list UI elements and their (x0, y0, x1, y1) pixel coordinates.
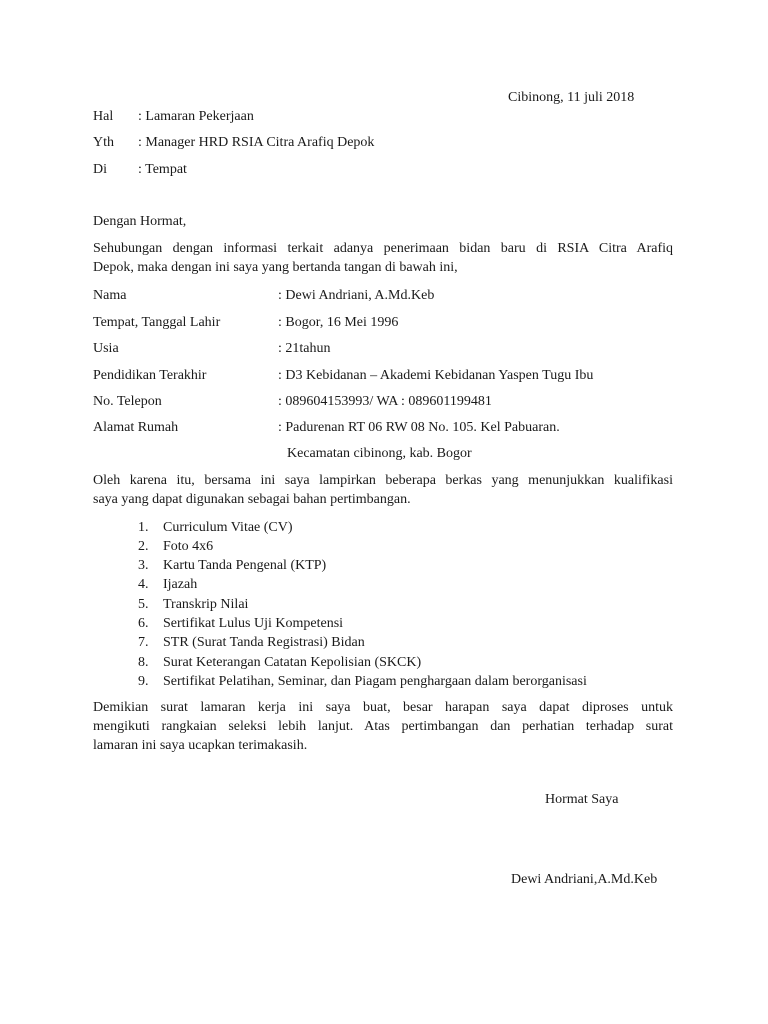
attach-line: Oleh karena itu, bersama ini saya lampirkan beberapa berkas yang menunjukkan kualifikasi (93, 473, 673, 488)
list-item-number: 6. (138, 616, 149, 631)
field-key-pendidikan: Pendidikan Terakhir (93, 368, 207, 383)
field-value-nama: : Dewi Andriani, A.Md.Keb (278, 288, 435, 303)
list-item: Surat Keterangan Catatan Kepolisian (SKCK) (163, 655, 422, 670)
place-date: Cibinong, 11 juli 2018 (508, 90, 635, 105)
list-item-number: 2. (138, 539, 149, 554)
field-value-alamat: : Padurenan RT 06 RW 08 No. 105. Kel Pabuaran. (278, 420, 560, 435)
field-key-ttl: Tempat, Tanggal Lahir (93, 315, 221, 330)
closing-line: lamaran ini saya ucapkan terimakasih. (93, 738, 308, 753)
list-item-number: 5. (138, 597, 149, 612)
list-item: Ijazah (163, 577, 198, 592)
field-value-usia: : 21tahun (278, 341, 331, 356)
signature-name: Dewi Andriani,A.Md.Keb (511, 872, 658, 887)
list-item: Transkrip Nilai (163, 597, 249, 612)
list-item-number: 9. (138, 674, 149, 689)
field-value-pendidikan: : D3 Kebidanan – Akademi Kebidanan Yaspen Tugu Ibu (278, 368, 594, 383)
header-key-yth: Yth (93, 135, 114, 150)
field-value-telepon: : 089604153993/ WA : 089601199481 (278, 394, 492, 409)
closing-line: Demikian surat lamaran kerja ini saya buat, besar harapan saya dapat diproses untuk (93, 700, 673, 715)
list-item-number: 7. (138, 635, 149, 650)
field-key-telepon: No. Telepon (93, 394, 162, 409)
list-item: STR (Surat Tanda Registrasi) Bidan (163, 635, 365, 650)
list-item-number: 3. (138, 558, 149, 573)
list-item: Kartu Tanda Pengenal (KTP) (163, 558, 327, 573)
field-value-alamat-continuation: Kecamatan cibinong, kab. Bogor (287, 446, 472, 461)
list-item-number: 8. (138, 655, 149, 670)
attachments-paragraph (93, 471, 673, 509)
closing-line: mengikuti rangkaian seleksi lebih lanjut. Atas pertimbangan dan perhatian terhadap surat (93, 719, 673, 734)
closing-paragraph (93, 698, 673, 755)
intro-line: Depok, maka dengan ini saya yang bertanda tangan di bawah ini, (93, 260, 458, 275)
attach-line: saya yang dapat digunakan sebagai bahan pertimbangan. (93, 492, 411, 507)
header-value-yth: : Manager HRD RSIA Citra Arafiq Depok (138, 135, 375, 150)
header-key-hal: Hal (93, 109, 114, 124)
intro-paragraph (93, 239, 673, 277)
list-item: Sertifikat Lulus Uji Kompetensi (163, 616, 344, 631)
list-item: Foto 4x6 (163, 539, 214, 554)
field-key-usia: Usia (93, 341, 119, 356)
list-item-number: 1. (138, 520, 149, 535)
closing-greeting: Hormat Saya (545, 792, 619, 807)
salutation: Dengan Hormat, (93, 214, 187, 229)
field-key-alamat: Alamat Rumah (93, 420, 179, 435)
field-value-ttl: : Bogor, 16 Mei 1996 (278, 315, 399, 330)
intro-line: Sehubungan dengan informasi terkait adanya penerimaan bidan baru di RSIA Citra Arafiq (93, 241, 673, 256)
field-key-nama: Nama (93, 288, 127, 303)
list-item: Sertifikat Pelatihan, Seminar, dan Piagam penghargaan dalam berorganisasi (163, 674, 587, 689)
header-value-hal: : Lamaran Pekerjaan (138, 109, 254, 124)
header-value-di: : Tempat (138, 162, 187, 177)
list-item: Curriculum Vitae (CV) (163, 520, 293, 535)
header-key-di: Di (93, 162, 107, 177)
list-item-number: 4. (138, 577, 149, 592)
